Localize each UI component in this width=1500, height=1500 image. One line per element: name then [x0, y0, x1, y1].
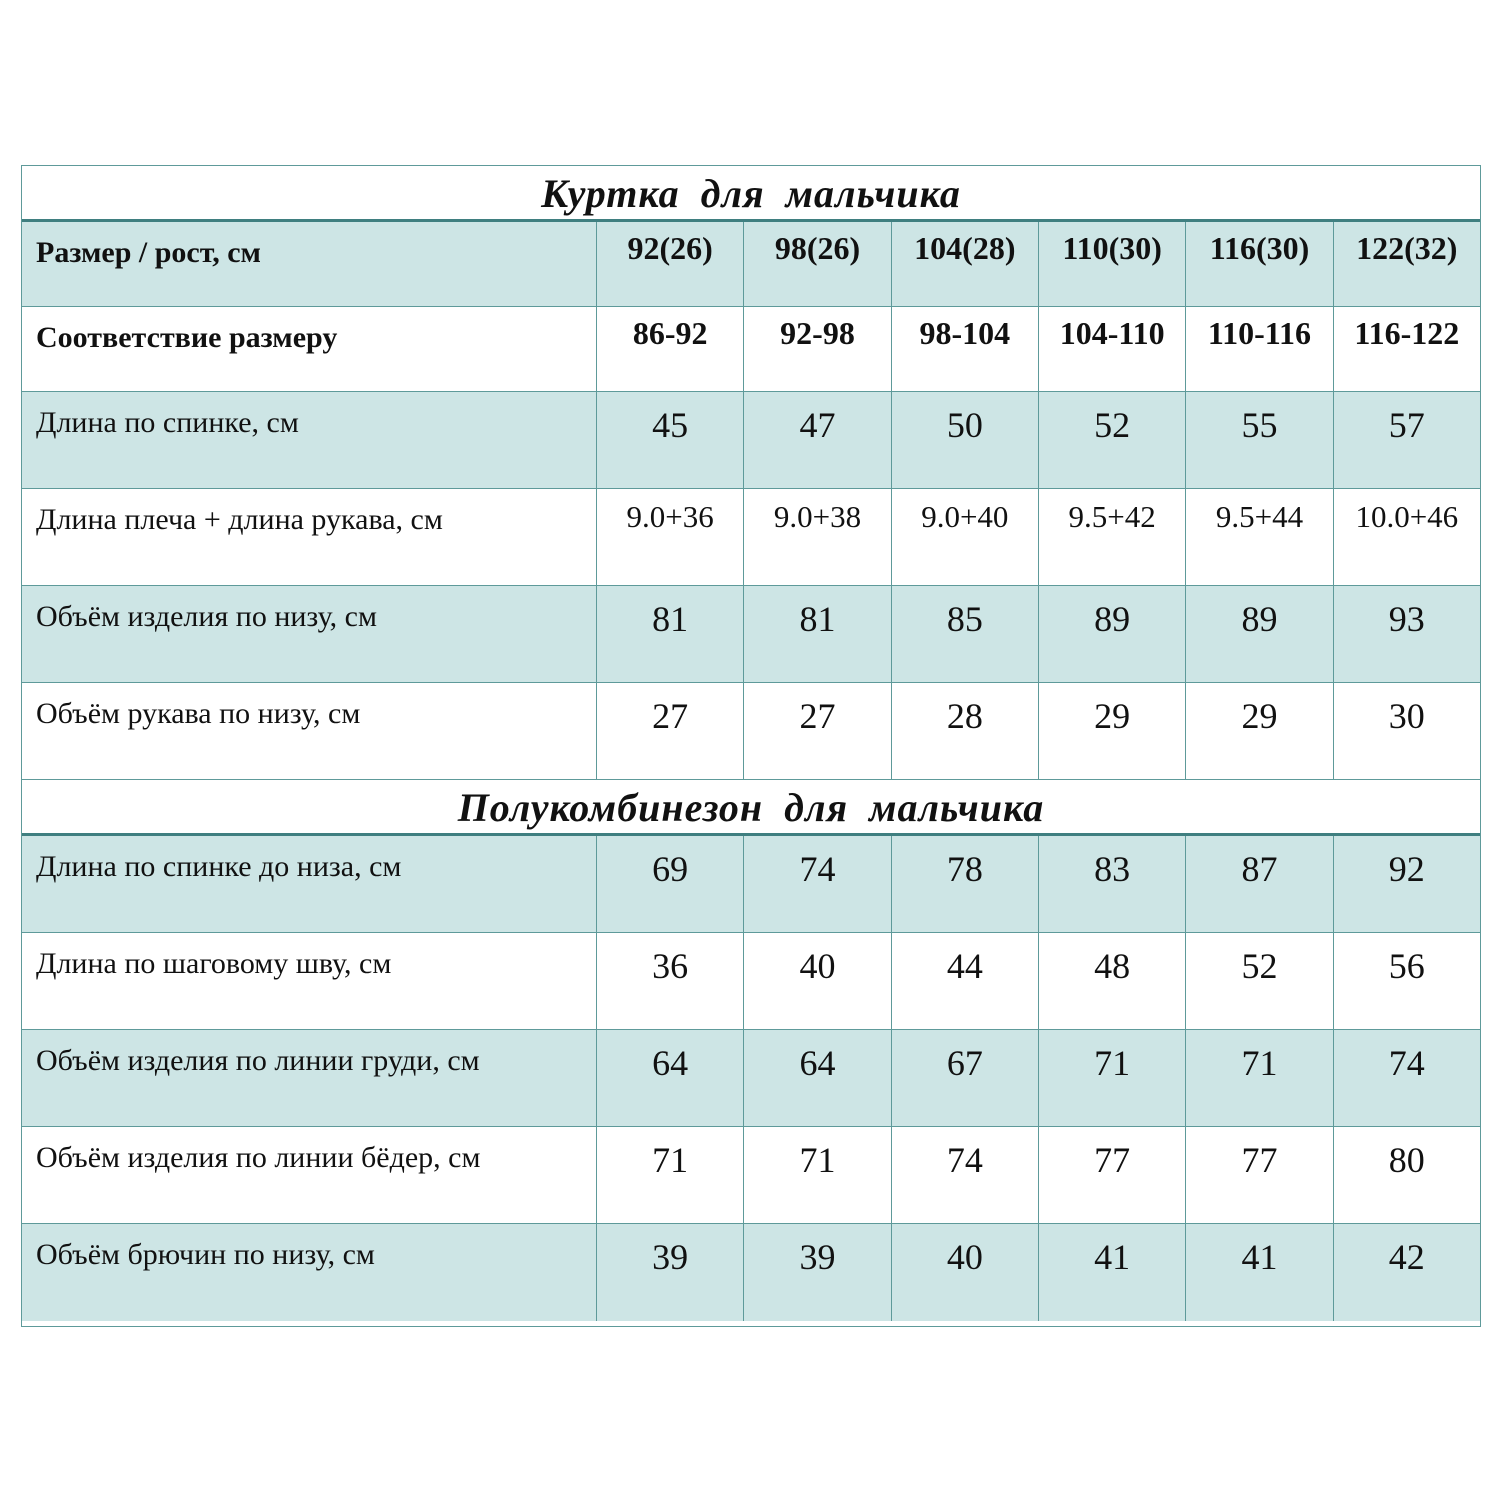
table-cell: 27	[597, 683, 744, 779]
table-row	[22, 489, 1480, 586]
table-cell: 40	[892, 1224, 1039, 1321]
table-cell: 52	[1186, 933, 1333, 1029]
row-label: Соответствие размеру	[22, 307, 597, 391]
header-size-cell: 110(30)	[1039, 222, 1186, 306]
table-cell: 47	[744, 392, 891, 488]
header-size-cell: 92(26)	[597, 222, 744, 306]
table-cell: 74	[744, 836, 891, 932]
table-cell: 44	[892, 933, 1039, 1029]
table-cell: 80	[1388, 1140, 1425, 1180]
table-cell: 28	[892, 683, 1039, 779]
row-label: Длина плеча + длина рукава, см	[22, 489, 597, 585]
table-cell: 9.5+42	[1039, 489, 1186, 585]
table-cell: 27	[744, 683, 891, 779]
row-label: Объём изделия по линии груди, см	[22, 1030, 597, 1126]
table-cell: 48	[1039, 933, 1186, 1029]
table-cell: 29	[1186, 683, 1333, 779]
table-cell: 92-98	[744, 307, 891, 391]
table-cell: 85	[892, 586, 1039, 682]
jacket-header-row	[22, 222, 1480, 307]
header-size-cell: 104(28)	[892, 222, 1039, 306]
table-cell: 64	[744, 1030, 891, 1126]
table-cell: 81	[744, 586, 891, 682]
table-cell: 56	[1388, 946, 1425, 986]
row-label: Объём брючин по низу, см	[22, 1224, 597, 1321]
table-row	[22, 586, 1480, 683]
table-cell: 110-116	[1186, 307, 1333, 391]
table-cell: 39	[597, 1224, 744, 1321]
table-cell: 77	[1039, 1127, 1186, 1223]
header-label: Размер / рост, см	[22, 222, 597, 306]
header-size-cell: 122(32)	[1356, 230, 1458, 266]
row-label: Объём изделия по низу, см	[22, 586, 597, 682]
table-cell: 71	[1039, 1030, 1186, 1126]
table-cell: 69	[597, 836, 744, 932]
table-cell: 71	[744, 1127, 891, 1223]
table-cell: 74	[892, 1127, 1039, 1223]
table-cell: 45	[597, 392, 744, 488]
table-cell: 89	[1039, 586, 1186, 682]
row-label: Длина по спинке, см	[22, 392, 597, 488]
table-cell: 29	[1039, 683, 1186, 779]
table-cell: 9.0+40	[892, 489, 1039, 585]
row-label: Длина по шаговому шву, см	[22, 933, 597, 1029]
table-cell: 41	[1186, 1224, 1333, 1321]
table-cell: 78	[892, 836, 1039, 932]
header-size-cell: 98(26)	[744, 222, 891, 306]
jacket-title: Куртка для мальчика	[22, 166, 1480, 222]
table-row	[22, 836, 1480, 933]
table-cell: 10.0+46	[1355, 499, 1459, 534]
table-cell: 86-92	[597, 307, 744, 391]
table-cell: 89	[1186, 586, 1333, 682]
table-cell: 9.5+44	[1186, 489, 1333, 585]
table-cell: 41	[1039, 1224, 1186, 1321]
row-label: Объём изделия по линии бёдер, см	[22, 1127, 597, 1223]
table-cell: 50	[892, 392, 1039, 488]
table-cell: 104-110	[1039, 307, 1186, 391]
table-row	[22, 1127, 1480, 1224]
table-cell: 36	[597, 933, 744, 1029]
table-cell: 116-122	[1354, 315, 1460, 351]
table-row	[22, 933, 1480, 1030]
table-cell: 71	[1186, 1030, 1333, 1126]
table-cell: 74	[1388, 1043, 1425, 1083]
table-cell: 87	[1186, 836, 1333, 932]
table-cell: 30	[1388, 696, 1425, 736]
table-cell: 39	[744, 1224, 891, 1321]
table-cell: 64	[597, 1030, 744, 1126]
table-cell: 40	[744, 933, 891, 1029]
table-cell: 83	[1039, 836, 1186, 932]
table-cell: 42	[1388, 1237, 1425, 1277]
table-row	[22, 1224, 1480, 1321]
table-cell: 57	[1388, 405, 1425, 445]
table-row	[22, 392, 1480, 489]
size-chart	[21, 165, 1481, 1327]
table-row	[22, 683, 1480, 780]
table-row	[22, 1030, 1480, 1127]
table-cell: 77	[1186, 1127, 1333, 1223]
row-label: Длина по спинке до низа, см	[22, 836, 597, 932]
table-cell: 52	[1039, 392, 1186, 488]
table-cell: 93	[1388, 599, 1425, 639]
table-cell: 9.0+36	[597, 489, 744, 585]
table-cell: 71	[597, 1127, 744, 1223]
table-cell: 81	[597, 586, 744, 682]
table-cell: 98-104	[892, 307, 1039, 391]
header-size-cell: 116(30)	[1186, 222, 1333, 306]
table-cell: 67	[892, 1030, 1039, 1126]
table-cell: 92	[1388, 849, 1425, 889]
table-cell: 9.0+38	[744, 489, 891, 585]
row-label: Объём рукава по низу, см	[22, 683, 597, 779]
overalls-title: Полукомбинезон для мальчика	[22, 780, 1480, 836]
table-cell: 55	[1186, 392, 1333, 488]
table-row	[22, 307, 1480, 392]
